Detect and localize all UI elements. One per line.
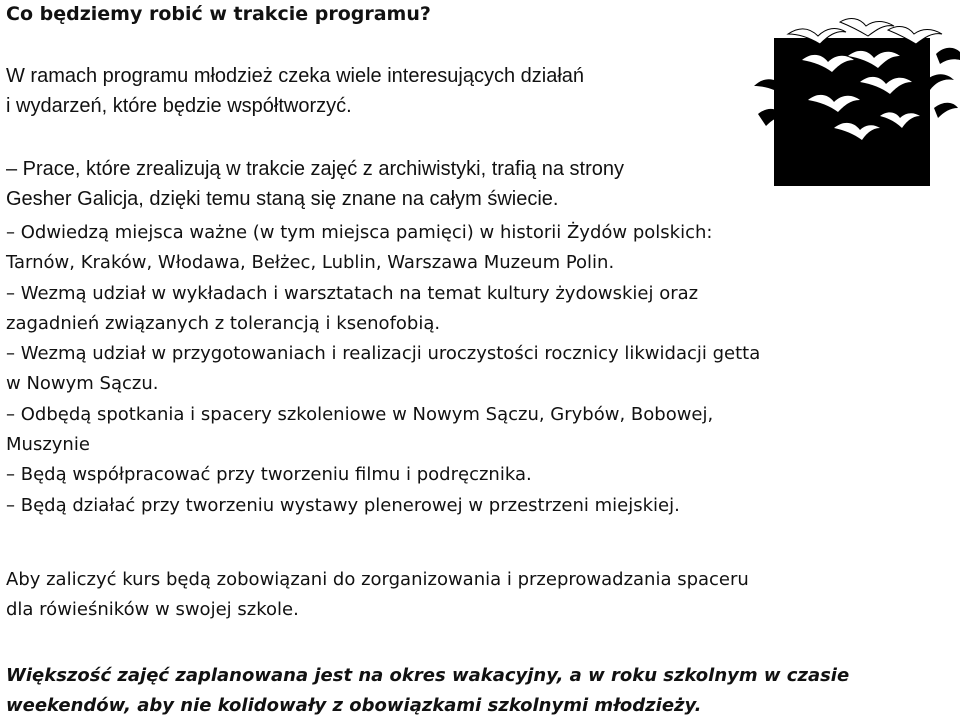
list-item: – Odwiedzą miejsca ważne (w tym miejsca pamięci) w historii Żydów polskich:	[6, 222, 713, 243]
list-item: – Będą współpracować przy tworzeniu filmu i podręcznika.	[6, 464, 532, 486]
note-line: Większość zajęć zaplanowana jest na okres wakacyjny, a w roku szkolnym w czasie	[6, 665, 850, 686]
course-line: Aby zaliczyć kurs będą zobowiązani do zorganizowania i przeprowadzania spaceru	[6, 569, 749, 590]
activities-list	[6, 218, 760, 521]
archive-item-line: – Prace, które zrealizują w trakcie zajęć z archiwistyki, trafią na strony	[6, 158, 624, 180]
list-item: – Odbędą spotkania i spacery szkoleniowe w Nowym Sączu, Grybów, Bobowej,	[6, 403, 714, 425]
list-item: – Wezmą udział w wykładach i warsztatach na temat kultury żydowskiej oraz	[6, 282, 699, 304]
archive-item-line: Gesher Galicja, dzięki temu staną się znane na całym świecie.	[6, 188, 559, 210]
course-requirement	[6, 565, 749, 625]
list-item: Muszynie	[6, 434, 90, 456]
list-item: Tarnów, Kraków, Włodawa, Bełżec, Lublin, Warszawa Muzeum Polin.	[6, 252, 615, 274]
course-line: dla rówieśników w swojej szkole.	[6, 599, 299, 620]
intro-line: W ramach programu młodzież czeka wiele interesujących działań	[6, 65, 585, 87]
list-item: – Będą działać przy tworzeniu wystawy plenerowej w przestrzeni miejskiej.	[6, 494, 680, 516]
flying-birds-logo-icon	[748, 16, 960, 186]
intro-paragraph	[6, 61, 584, 121]
list-item: – Wezmą udział w przygotowaniach i realizacji uroczystości rocznicy likwidacji getta	[6, 343, 761, 365]
schedule-note	[6, 661, 849, 721]
intro-line: i wydarzeń, które będzie współtworzyć.	[6, 95, 352, 117]
note-line: weekendów, aby nie kolidowały z obowiązkami szkolnymi młodzieży.	[6, 695, 702, 716]
list-item: w Nowym Sączu.	[6, 373, 159, 395]
slide-title: Co będziemy robić w trakcie programu?	[6, 3, 431, 25]
list-item: zagadnień związanych z tolerancją i ksenofobią.	[6, 312, 441, 334]
archive-item	[6, 154, 624, 214]
